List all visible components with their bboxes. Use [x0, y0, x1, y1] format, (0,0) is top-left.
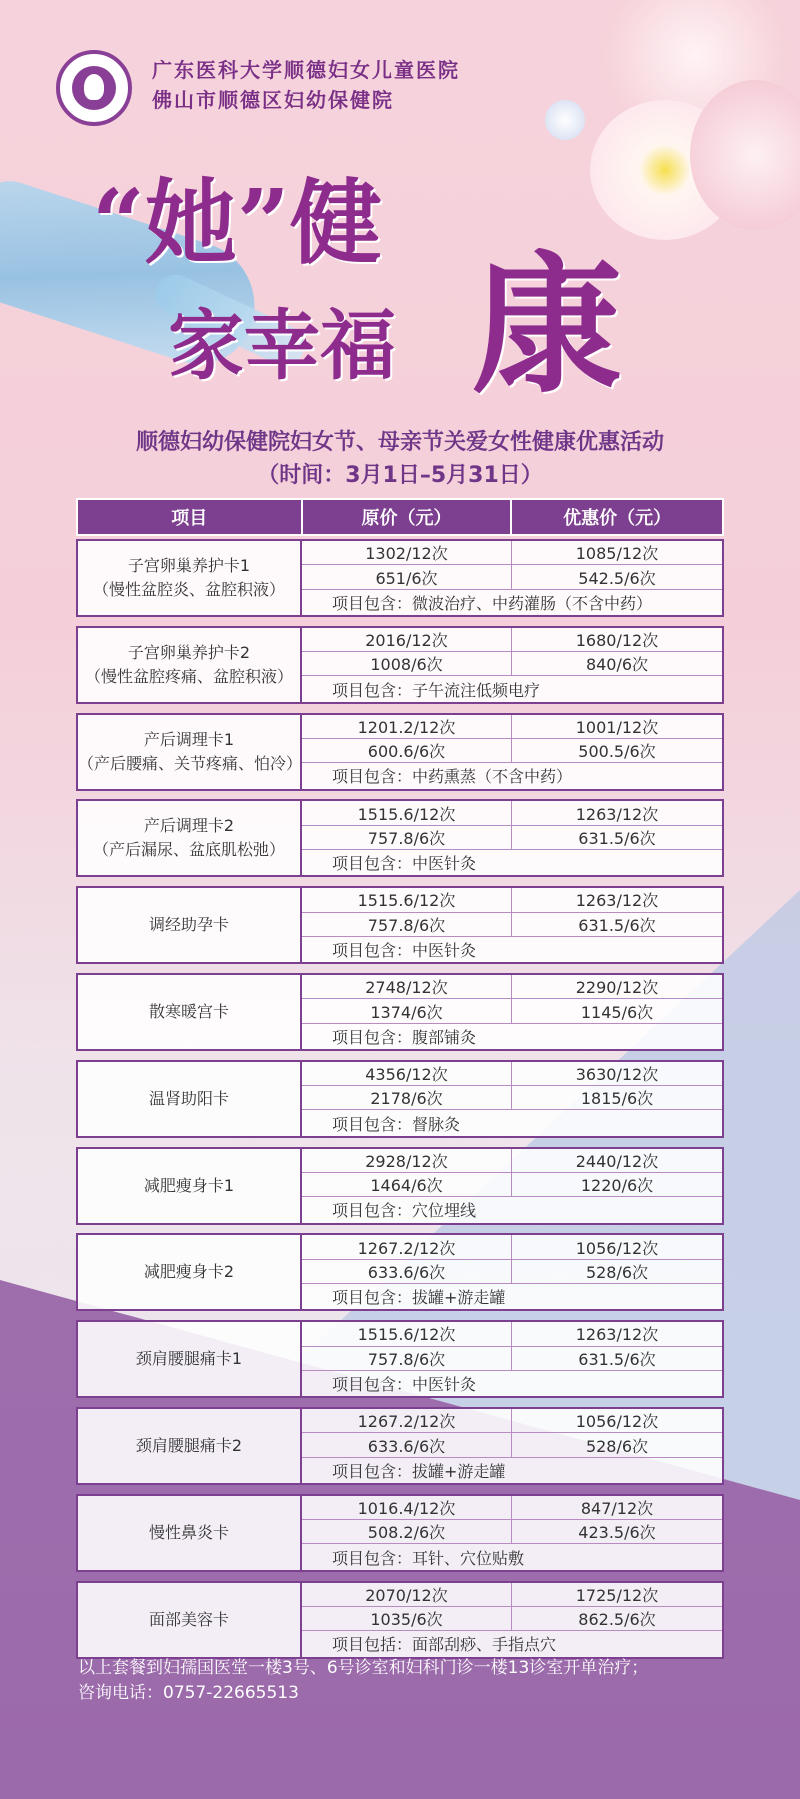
- original-price-6: 1008/6次: [302, 652, 512, 675]
- table-row: [76, 1407, 724, 1485]
- package-note: （产后漏尿、盆底肌松弛）: [92, 840, 285, 860]
- discount-price-12: 2440/12次: [575, 1151, 659, 1171]
- original-price-12: 2748/12次: [302, 975, 512, 998]
- event-subtitle: 顺德妇幼保健院妇女节、母亲节关爱女性健康优惠活动: [135, 430, 664, 455]
- header-original-price: 原价（元）: [303, 500, 513, 534]
- title-family-happiness: 家幸福: [168, 301, 396, 390]
- discount-price-6: 631.5/6次: [578, 828, 656, 848]
- original-price-6: 651/6次: [302, 565, 512, 588]
- original-price-12: 2016/12次: [302, 628, 512, 651]
- package-name-cell: [78, 1409, 302, 1483]
- package-name-cell: [78, 715, 302, 789]
- package-name-cell: [78, 1235, 302, 1309]
- table-row: [76, 1060, 724, 1138]
- original-price-6: 1464/6次: [302, 1173, 512, 1196]
- package-note: （慢性盆腔炎、盆腔积液）: [92, 580, 285, 599]
- package-name: 散寒暖宫卡: [148, 1002, 229, 1021]
- discount-price-6: 631.5/6次: [578, 915, 656, 935]
- discount-price-6: 1145/6次: [580, 1002, 654, 1022]
- original-price-6: 633.6/6次: [302, 1433, 512, 1456]
- discount-price-12: 1001/12次: [575, 717, 659, 737]
- discount-price-12: 2290/12次: [575, 978, 659, 998]
- original-price-12: 2928/12次: [302, 1149, 512, 1172]
- table-row: [76, 1494, 724, 1572]
- discount-price-12: 1085/12次: [575, 544, 659, 564]
- original-price-12: 1515.6/12次: [302, 1322, 512, 1345]
- original-price-12: 1515.6/12次: [302, 801, 512, 824]
- title-kang: 康: [472, 238, 623, 414]
- package-name-cell: [78, 1062, 302, 1136]
- package-includes: 项目包含：中医针灸: [332, 1375, 477, 1395]
- discount-price-12: 1056/12次: [575, 1238, 659, 1258]
- title-her-health: “她”健: [92, 169, 382, 277]
- original-price-12: 1515.6/12次: [302, 888, 512, 911]
- discount-price-6: 500.5/6次: [578, 742, 656, 762]
- package-name-cell: [78, 628, 302, 702]
- original-price-12: 1302/12次: [302, 541, 512, 564]
- package-name: 慢性鼻炎卡: [148, 1522, 229, 1542]
- package-name: 子宫卵巢养护卡2: [127, 642, 251, 662]
- hospital-name: 广东医科大学顺德妇女儿童医院: [152, 58, 460, 82]
- discount-price-12: 847/12次: [580, 1498, 654, 1518]
- original-price-6: 757.8/6次: [302, 913, 512, 936]
- discount-price-12: 1725/12次: [575, 1585, 659, 1605]
- package-name-cell: [78, 1322, 302, 1396]
- table-row: [76, 713, 724, 791]
- discount-price-6: 528/6次: [585, 1436, 649, 1456]
- package-name-cell: [78, 1149, 302, 1223]
- table-row: [76, 1147, 724, 1225]
- original-price-12: 4356/12次: [302, 1062, 512, 1085]
- discount-price-6: 631.5/6次: [578, 1349, 656, 1369]
- discount-price-12: 3630/12次: [575, 1064, 659, 1084]
- original-price-12: 1267.2/12次: [302, 1235, 512, 1258]
- table-row: [76, 973, 724, 1051]
- discount-price-12: 1680/12次: [575, 630, 659, 650]
- package-name: 温肾助阳卡: [148, 1088, 229, 1108]
- table-row: [76, 1581, 724, 1659]
- package-name: 调经助孕卡: [148, 915, 229, 935]
- package-includes: 项目包含：中医针灸: [332, 854, 477, 874]
- package-includes: 项目包含：耳针、穴位贴敷: [332, 1548, 525, 1568]
- package-name: 产后调理卡2: [143, 816, 235, 836]
- table-row: [76, 539, 724, 617]
- table-row: [76, 626, 724, 704]
- package-name-cell: [78, 801, 302, 875]
- original-price-12: 1201.2/12次: [302, 715, 512, 738]
- package-includes: 项目包含：腹部铺灸: [332, 1027, 477, 1047]
- package-includes: 项目包含：子午流注低频电疗: [332, 680, 541, 700]
- original-price-12: 1016.4/12次: [302, 1496, 512, 1519]
- package-name-cell: [78, 1583, 302, 1657]
- price-table: [76, 498, 724, 1655]
- discount-price-6: 862.5/6次: [578, 1610, 656, 1630]
- package-name: 减肥瘦身卡2: [143, 1262, 235, 1282]
- package-includes: 项目包含：中药熏蒸（不含中药）: [332, 767, 573, 787]
- original-price-6: 2178/6次: [302, 1086, 512, 1109]
- original-price-6: 757.8/6次: [302, 1347, 512, 1370]
- footer-location: 以上套餐到妇孺国医堂一楼3号、6号诊室和妇科门诊一楼13诊室开单治疗；: [78, 1658, 649, 1678]
- original-price-12: 1267.2/12次: [302, 1409, 512, 1432]
- package-includes: 项目包含：拔罐+游走罐: [332, 1461, 506, 1481]
- package-includes: 项目包含：督脉灸: [332, 1114, 461, 1134]
- table-row: [76, 799, 724, 877]
- discount-price-12: 1056/12次: [575, 1412, 659, 1432]
- discount-price-6: 840/6次: [585, 655, 649, 675]
- discount-price-6: 528/6次: [585, 1262, 649, 1282]
- original-price-12: 2070/12次: [302, 1583, 512, 1606]
- package-includes: 项目包含：中医针灸: [332, 941, 477, 961]
- package-includes: 项目包含：拔罐+游走罐: [332, 1288, 506, 1308]
- discount-price-12: 1263/12次: [575, 804, 659, 824]
- package-includes: 项目包含：微波治疗、中药灌肠（不含中药）: [332, 593, 653, 613]
- discount-price-12: 1263/12次: [575, 891, 659, 911]
- original-price-6: 633.6/6次: [302, 1260, 512, 1283]
- package-name: 子宫卵巢养护卡1: [127, 556, 251, 575]
- header-discount-price: 优惠价（元）: [563, 508, 672, 529]
- original-price-6: 508.2/6次: [302, 1520, 512, 1543]
- original-price-6: 600.6/6次: [302, 739, 512, 762]
- package-note: （慢性盆腔疼痛、盆腔积液）: [84, 666, 293, 686]
- discount-price-6: 1220/6次: [580, 1176, 654, 1196]
- package-name: 颈肩腰腿痛卡1: [135, 1349, 243, 1369]
- flower-decoration: [545, 100, 585, 140]
- footer-note: [78, 1656, 648, 1706]
- table-header: [76, 498, 724, 536]
- package-name-cell: [78, 888, 302, 962]
- original-price-6: 1035/6次: [302, 1607, 512, 1630]
- original-price-6: 757.8/6次: [302, 826, 512, 849]
- discount-price-6: 542.5/6次: [578, 568, 656, 588]
- package-name: 产后调理卡1: [143, 729, 235, 749]
- package-name: 面部美容卡: [148, 1609, 229, 1629]
- original-price-6: 1374/6次: [302, 999, 512, 1022]
- hospital-name-secondary: 佛山市顺德区妇幼保健院: [152, 88, 394, 112]
- hospital-logo: [56, 50, 132, 126]
- table-row: [76, 1233, 724, 1311]
- event-date: （时间：3月1日–5月31日）: [257, 463, 543, 488]
- package-name-cell: [78, 541, 302, 615]
- package-name-cell: [78, 975, 302, 1049]
- package-includes: 项目包括：面部刮痧、手指点穴: [332, 1635, 557, 1655]
- table-row: [76, 1320, 724, 1398]
- discount-price-6: 423.5/6次: [578, 1523, 656, 1543]
- package-name: 颈肩腰腿痛卡2: [135, 1436, 243, 1455]
- table-row: [76, 886, 724, 964]
- package-name: 减肥瘦身卡1: [143, 1175, 235, 1195]
- discount-price-12: 1263/12次: [575, 1325, 659, 1345]
- footer-phone: 咨询电话：0757-22665513: [78, 1683, 299, 1703]
- discount-price-6: 1815/6次: [580, 1089, 654, 1109]
- package-name-cell: [78, 1496, 302, 1570]
- package-note: （产后腰痛、关节疼痛、怕冷）: [78, 753, 303, 773]
- package-includes: 项目包含：穴位埋线: [332, 1201, 477, 1221]
- header-item: 项目: [78, 500, 303, 534]
